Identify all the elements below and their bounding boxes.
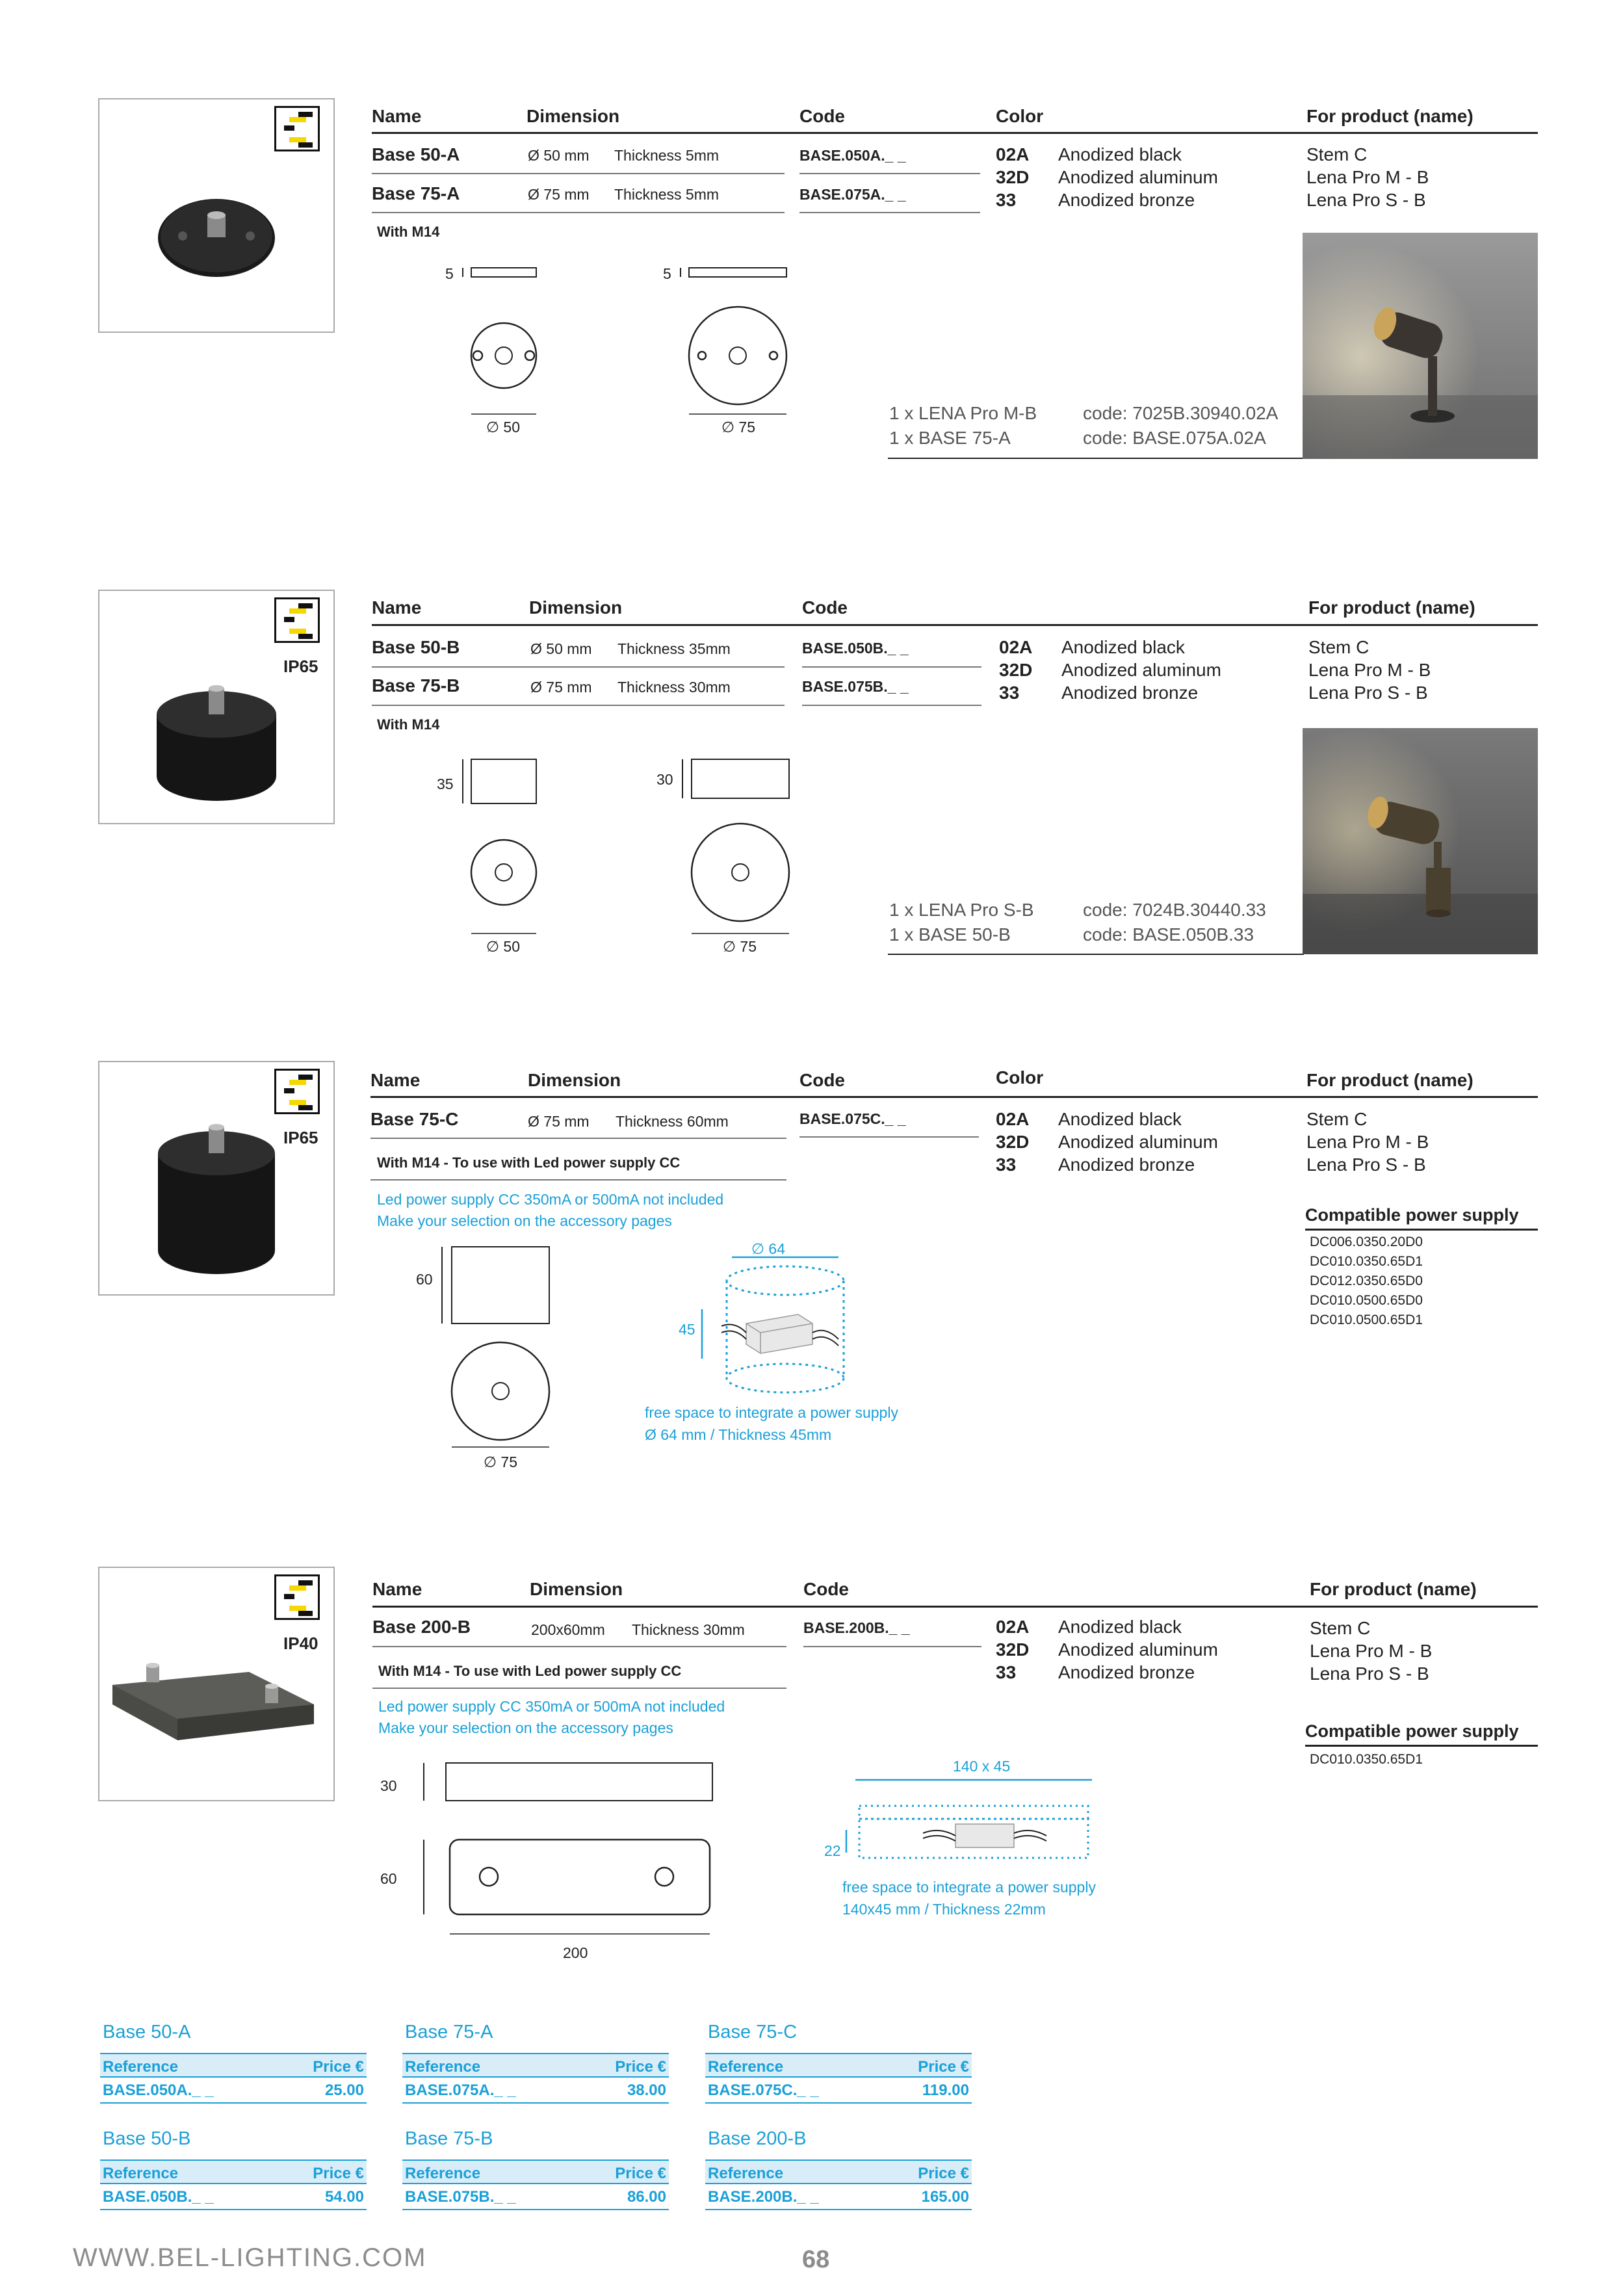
color-label: Anodized bronze — [1058, 1662, 1195, 1682]
reference-header: Reference — [708, 2058, 784, 2076]
reference-header: Reference — [103, 2165, 179, 2182]
color-code: 02A — [996, 1617, 1030, 1637]
price-table-title: Base 75-B — [405, 2128, 493, 2149]
base-c-image — [99, 1062, 333, 1294]
product-photo-base-a — [98, 98, 335, 333]
compat-title: Compatible power supply — [1305, 1721, 1519, 1741]
row-thickness: Thickness 60mm — [616, 1113, 729, 1130]
free-space-note: Ø 64 mm / Thickness 45mm — [645, 1426, 832, 1443]
product-name: Stem C — [1306, 1109, 1368, 1129]
compat-item: DC012.0350.65D0 — [1310, 1273, 1423, 1288]
drawing-label: 5 — [445, 265, 454, 282]
header-name: Name — [372, 106, 422, 126]
product-name: Lena Pro S - B — [1306, 1155, 1426, 1175]
header-color: Color — [996, 106, 1044, 126]
drawing-label: ∅ 75 — [484, 1454, 518, 1470]
drawing-label: 200 — [563, 1944, 588, 1961]
row-name: Base 75-B — [372, 675, 460, 696]
combo-item: 1 x BASE 75-A — [889, 428, 1011, 448]
free-space-note: 140x45 mm / Thickness 22mm — [842, 1901, 1046, 1918]
header-color: Color — [996, 1067, 1044, 1088]
price-table-title: Base 50-B — [103, 2128, 191, 2149]
mount-note: With M14 — [377, 716, 440, 733]
row-code: BASE.050A._ _ — [799, 147, 906, 164]
compat-title: Compatible power supply — [1305, 1205, 1519, 1225]
row-name: Base 50-A — [372, 144, 460, 164]
row-thickness: Thickness 30mm — [632, 1621, 745, 1638]
ip-rating: IP40 — [283, 1634, 318, 1653]
product-photo-base-c — [98, 1061, 335, 1296]
color-label: Anodized black — [1061, 637, 1185, 657]
mount-note: With M14 - To use with Led power supply CC — [378, 1663, 682, 1679]
color-code: 32D — [996, 1132, 1030, 1152]
header-name: Name — [372, 1579, 422, 1599]
compat-item: DC010.0350.65D1 — [1310, 1752, 1423, 1767]
reference-value: BASE.200B._ _ — [708, 2188, 819, 2206]
row-thickness: Thickness 35mm — [617, 640, 731, 657]
header-for-product: For product (name) — [1306, 106, 1474, 126]
row-code: BASE.075A._ _ — [799, 186, 906, 203]
header-dimension: Dimension — [529, 597, 623, 618]
product-name: Lena Pro M - B — [1310, 1641, 1433, 1661]
row-name: Base 75-C — [370, 1109, 459, 1129]
row-thickness: Thickness 30mm — [617, 679, 731, 696]
compat-item: DC010.0350.65D1 — [1310, 1254, 1423, 1269]
price-table-title: Base 75-C — [708, 2022, 798, 2042]
reference-value: BASE.075A._ _ — [405, 2081, 516, 2099]
base-a-image — [99, 99, 333, 332]
price-value: 38.00 — [627, 2081, 666, 2099]
price-header: Price € — [918, 2165, 969, 2182]
reference-value: BASE.075B._ _ — [405, 2188, 516, 2206]
price-header: Price € — [313, 2058, 364, 2076]
compat-item: DC010.0500.65D0 — [1310, 1293, 1423, 1308]
drawing-label: 22 — [824, 1842, 841, 1859]
info-line: Make your selection on the accessory pages — [377, 1212, 672, 1229]
header-dimension: Dimension — [526, 106, 620, 126]
combo-item: 1 x LENA Pro S-B — [889, 900, 1034, 920]
info-line: Led power supply CC 350mA or 500mA not included — [377, 1191, 724, 1208]
reference-header: Reference — [103, 2058, 179, 2076]
color-code: 33 — [999, 683, 1020, 703]
row-diameter: 200x60mm — [531, 1621, 605, 1638]
info-line: Led power supply CC 350mA or 500mA not included — [378, 1698, 725, 1715]
price-table-title: Base 75-A — [405, 2022, 493, 2042]
color-code: 02A — [996, 1109, 1030, 1129]
product-name: Lena Pro M - B — [1306, 1132, 1429, 1152]
combo-item: 1 x LENA Pro M-B — [889, 403, 1037, 423]
technical-drawing-base-b — [422, 754, 877, 962]
base-200-image — [99, 1568, 333, 1800]
color-code: 33 — [996, 1155, 1017, 1175]
reference-value: BASE.050B._ _ — [103, 2188, 214, 2206]
page-number: 68 — [802, 2246, 830, 2273]
combo-code: code: 7024B.30440.33 — [1083, 900, 1266, 920]
drawing-label: 45 — [679, 1321, 695, 1338]
base-b-image — [99, 591, 333, 823]
drawing-label: 140 x 45 — [953, 1758, 1011, 1775]
header-for-product: For product (name) — [1310, 1579, 1477, 1599]
drawing-label: ∅ 75 — [723, 938, 757, 955]
color-code: 33 — [996, 1662, 1017, 1682]
price-value: 25.00 — [324, 2081, 364, 2099]
combo-item: 1 x BASE 50-B — [889, 924, 1011, 945]
header-code: Code — [799, 106, 845, 126]
price-header: Price € — [615, 2165, 666, 2182]
combo-code: code: BASE.075A.02A — [1083, 428, 1266, 448]
reference-header: Reference — [708, 2165, 784, 2182]
color-label: Anodized bronze — [1058, 1155, 1195, 1175]
color-code: 32D — [999, 660, 1033, 680]
free-space-note: free space to integrate a power supply — [645, 1404, 898, 1421]
info-line: Make your selection on the accessory pages — [378, 1719, 673, 1736]
ip-rating: IP65 — [283, 657, 318, 676]
row-diameter: Ø 75 mm — [528, 1113, 590, 1130]
color-label: Anodized black — [1058, 144, 1182, 164]
product-name: Lena Pro S - B — [1306, 190, 1426, 210]
color-code: 33 — [996, 190, 1017, 210]
reference-value: BASE.050A._ _ — [103, 2081, 214, 2099]
header-dimension: Dimension — [530, 1579, 623, 1599]
drawing-label: 30 — [380, 1777, 397, 1794]
compat-item: DC010.0500.65D1 — [1310, 1312, 1423, 1327]
header-for-product: For product (name) — [1308, 597, 1475, 618]
row-diameter: Ø 75 mm — [530, 679, 592, 696]
header-dimension: Dimension — [528, 1070, 621, 1090]
color-label: Anodized aluminum — [1058, 1132, 1218, 1152]
price-header: Price € — [313, 2165, 364, 2182]
color-code: 02A — [999, 637, 1033, 657]
product-name: Lena Pro M - B — [1308, 660, 1431, 680]
price-value: 119.00 — [922, 2081, 969, 2099]
color-label: Anodized aluminum — [1058, 1639, 1218, 1660]
technical-drawing-base-200 — [416, 1749, 1196, 1970]
row-code: BASE.075C._ _ — [799, 1110, 906, 1127]
price-value: 54.00 — [324, 2188, 364, 2206]
row-name: Base 50-B — [372, 637, 460, 657]
combo-code: code: BASE.050B.33 — [1083, 924, 1254, 945]
row-name: Base 200-B — [372, 1617, 471, 1637]
mount-note: With M14 - To use with Led power supply CC — [377, 1155, 681, 1171]
price-header: Price € — [918, 2058, 969, 2076]
row-thickness: Thickness 5mm — [614, 147, 720, 164]
color-label: Anodized black — [1058, 1109, 1182, 1129]
price-value: 165.00 — [921, 2188, 969, 2206]
color-label: Anodized black — [1058, 1617, 1182, 1637]
product-name: Lena Pro S - B — [1310, 1663, 1429, 1684]
row-code: BASE.075B._ _ — [802, 678, 909, 695]
product-photo-base-b — [98, 590, 335, 824]
row-code: BASE.050B._ _ — [802, 640, 909, 657]
product-name: Lena Pro S - B — [1308, 683, 1428, 703]
row-diameter: Ø 75 mm — [528, 186, 590, 203]
drawing-label: 5 — [663, 265, 671, 282]
price-value: 86.00 — [627, 2188, 666, 2206]
color-code: 32D — [996, 1639, 1030, 1660]
color-code: 02A — [996, 144, 1030, 164]
free-space-note: free space to integrate a power supply — [842, 1879, 1096, 1896]
header-code: Code — [799, 1070, 845, 1090]
header-code: Code — [803, 1579, 849, 1599]
reference-value: BASE.075C._ _ — [708, 2081, 819, 2099]
mount-note: With M14 — [377, 224, 440, 240]
drawing-label: ∅ 75 — [721, 419, 756, 436]
drawing-label: 30 — [656, 771, 673, 788]
product-name: Stem C — [1306, 144, 1368, 164]
color-label: Anodized bronze — [1058, 190, 1195, 210]
ip-rating: IP65 — [283, 1128, 318, 1147]
row-thickness: Thickness 5mm — [614, 186, 720, 203]
header-name: Name — [372, 597, 422, 618]
lifestyle-photo-lena-m — [1303, 233, 1538, 459]
product-name: Stem C — [1310, 1618, 1371, 1638]
color-label: Anodized bronze — [1061, 683, 1199, 703]
header-code: Code — [802, 597, 848, 618]
compat-item: DC006.0350.20D0 — [1310, 1234, 1423, 1249]
color-label: Anodized aluminum — [1058, 167, 1218, 187]
row-diameter: Ø 50 mm — [530, 640, 592, 657]
price-header: Price € — [615, 2058, 666, 2076]
combo-code: code: 7025B.30940.02A — [1083, 403, 1279, 423]
drawing-label: ∅ 50 — [486, 419, 521, 436]
reference-header: Reference — [405, 2058, 481, 2076]
drawing-label: ∅ 64 — [751, 1240, 786, 1257]
footer-url[interactable]: WWW.BEL-LIGHTING.COM — [73, 2243, 427, 2272]
row-name: Base 75-A — [372, 183, 460, 203]
reference-header: Reference — [405, 2165, 481, 2182]
price-table-title: Base 200-B — [708, 2128, 807, 2149]
drawing-label: 60 — [380, 1870, 397, 1887]
header-for-product: For product (name) — [1306, 1070, 1474, 1090]
product-name: Lena Pro M - B — [1306, 167, 1429, 187]
color-label: Anodized aluminum — [1061, 660, 1221, 680]
row-diameter: Ø 50 mm — [528, 147, 590, 164]
lifestyle-photo-lena-s — [1303, 728, 1538, 954]
product-photo-base-200 — [98, 1567, 335, 1801]
drawing-label: 35 — [437, 776, 454, 792]
product-name: Stem C — [1308, 637, 1370, 657]
drawing-label: ∅ 50 — [486, 938, 521, 955]
drawing-label: 60 — [416, 1271, 433, 1288]
price-table-title: Base 50-A — [103, 2022, 191, 2042]
header-name: Name — [370, 1070, 421, 1090]
row-code: BASE.200B._ _ — [803, 1619, 910, 1636]
color-code: 32D — [996, 167, 1030, 187]
